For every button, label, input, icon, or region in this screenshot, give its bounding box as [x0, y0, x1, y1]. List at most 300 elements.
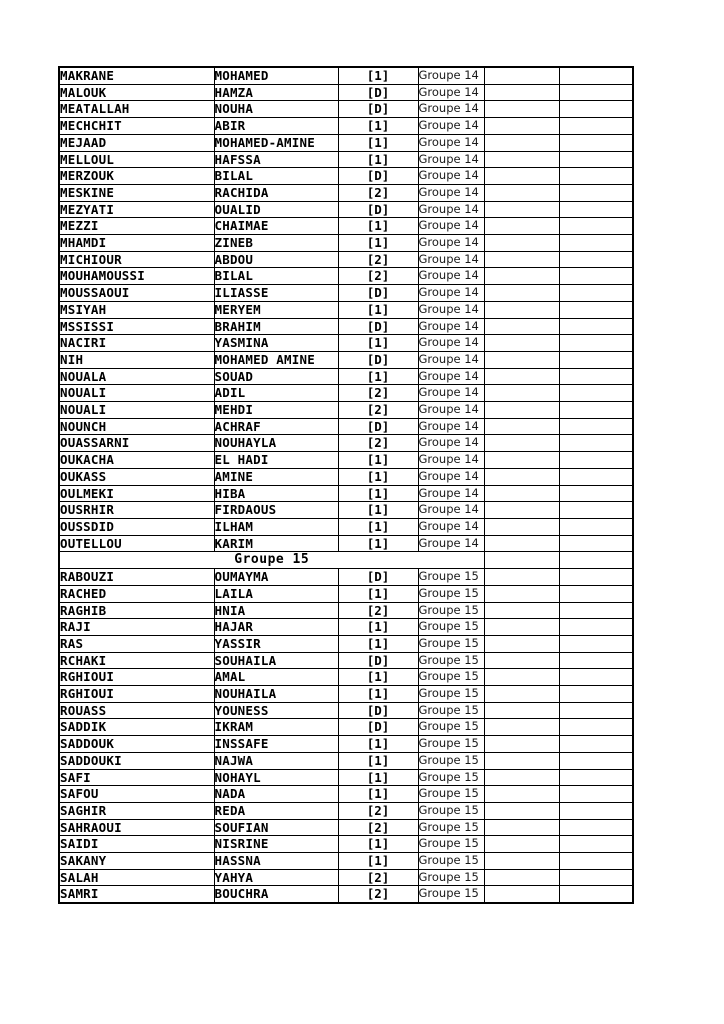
empty-cell [559, 886, 633, 903]
empty-cell [484, 836, 559, 853]
empty-cell [484, 351, 559, 368]
empty-cell [559, 752, 633, 769]
empty-cell [484, 201, 559, 218]
first-name-cell: MOHAMED AMINE [214, 351, 338, 368]
group-cell: Groupe 14 [418, 368, 484, 385]
group-cell: Groupe 14 [418, 134, 484, 151]
group-cell: Groupe 14 [418, 168, 484, 185]
empty-cell [484, 719, 559, 736]
student-row [59, 886, 633, 903]
group-cell: Groupe 15 [418, 686, 484, 703]
student-row [59, 318, 633, 335]
first-name-cell: ZINEB [214, 235, 338, 252]
student-row [59, 602, 633, 619]
group-cell: Groupe 15 [418, 869, 484, 886]
status-cell: [1] [338, 769, 418, 786]
group-section-row [59, 552, 633, 569]
empty-cell [484, 385, 559, 402]
group-cell: Groupe 15 [418, 569, 484, 586]
first-name-cell: ABDOU [214, 251, 338, 268]
status-cell: [2] [338, 802, 418, 819]
status-cell: [1] [338, 669, 418, 686]
last-name-cell: MERZOUK [59, 168, 214, 185]
first-name-cell: YAHYA [214, 869, 338, 886]
first-name-cell: FIRDAOUS [214, 502, 338, 519]
group-cell: Groupe 14 [418, 218, 484, 235]
empty-cell [559, 619, 633, 636]
status-cell: [1] [338, 635, 418, 652]
first-name-cell: SOUFIAN [214, 819, 338, 836]
empty-cell [484, 435, 559, 452]
student-row [59, 268, 633, 285]
first-name-cell: BOUCHRA [214, 886, 338, 903]
last-name-cell: SADDOUKI [59, 752, 214, 769]
status-cell: [1] [338, 585, 418, 602]
empty-cell [559, 819, 633, 836]
group-cell: Groupe 14 [418, 452, 484, 469]
first-name-cell: REDA [214, 802, 338, 819]
last-name-cell: MALOUK [59, 84, 214, 101]
last-name-cell: SAFI [59, 769, 214, 786]
status-cell: [1] [338, 452, 418, 469]
last-name-cell: RAS [59, 635, 214, 652]
empty-cell [559, 285, 633, 302]
last-name-cell: MELLOUL [59, 151, 214, 168]
status-cell: [1] [338, 468, 418, 485]
student-row [59, 151, 633, 168]
last-name-cell: RAJI [59, 619, 214, 636]
status-cell: [D] [338, 84, 418, 101]
empty-cell [484, 518, 559, 535]
status-cell: [1] [338, 853, 418, 870]
empty-cell [559, 151, 633, 168]
last-name-cell: SAMRI [59, 886, 214, 903]
last-name-cell: MAKRANE [59, 67, 214, 84]
group-cell: Groupe 15 [418, 786, 484, 803]
first-name-cell: ABIR [214, 118, 338, 135]
last-name-cell: SAGHIR [59, 802, 214, 819]
empty-cell [559, 686, 633, 703]
group-cell: Groupe 15 [418, 669, 484, 686]
last-name-cell: SAFOU [59, 786, 214, 803]
student-row [59, 786, 633, 803]
first-name-cell: HAMZA [214, 84, 338, 101]
first-name-cell: NAJWA [214, 752, 338, 769]
empty-cell [559, 351, 633, 368]
last-name-cell: NOUALI [59, 402, 214, 419]
status-cell: [2] [338, 184, 418, 201]
first-name-cell: ILIASSE [214, 285, 338, 302]
first-name-cell: MOHAMED [214, 67, 338, 84]
group-cell: Groupe 14 [418, 301, 484, 318]
student-row [59, 351, 633, 368]
student-row [59, 502, 633, 519]
group-cell: Groupe 15 [418, 736, 484, 753]
status-cell: [2] [338, 819, 418, 836]
last-name-cell: NOUALI [59, 385, 214, 402]
first-name-cell: NOUHAILA [214, 686, 338, 703]
status-cell: [1] [338, 619, 418, 636]
student-row [59, 301, 633, 318]
last-name-cell: NACIRI [59, 335, 214, 352]
empty-cell [559, 853, 633, 870]
status-cell: [2] [338, 251, 418, 268]
last-name-cell: SAKANY [59, 853, 214, 870]
empty-cell [559, 602, 633, 619]
group-cell: Groupe 14 [418, 402, 484, 419]
last-name-cell: MEZZI [59, 218, 214, 235]
last-name-cell: MOUSSAOUI [59, 285, 214, 302]
empty-cell [484, 318, 559, 335]
group-cell: Groupe 14 [418, 251, 484, 268]
empty-cell [559, 168, 633, 185]
first-name-cell: HASSNA [214, 853, 338, 870]
empty-cell [484, 619, 559, 636]
last-name-cell: MOUHAMOUSSI [59, 268, 214, 285]
group-cell: Groupe 14 [418, 535, 484, 552]
student-row [59, 251, 633, 268]
student-row [59, 686, 633, 703]
empty-cell [484, 786, 559, 803]
last-name-cell: SAHRAOUI [59, 819, 214, 836]
roster-table-body [59, 67, 633, 903]
first-name-cell: NOHAYL [214, 769, 338, 786]
empty-cell [484, 285, 559, 302]
group-cell: Groupe 14 [418, 318, 484, 335]
first-name-cell: SOUAD [214, 368, 338, 385]
last-name-cell: OUASSARNI [59, 435, 214, 452]
student-row [59, 168, 633, 185]
first-name-cell: RACHIDA [214, 184, 338, 201]
status-cell: [1] [338, 518, 418, 535]
group-cell: Groupe 14 [418, 518, 484, 535]
first-name-cell: MERYEM [214, 301, 338, 318]
group-cell: Groupe 14 [418, 285, 484, 302]
empty-cell [559, 468, 633, 485]
first-name-cell: AMINE [214, 468, 338, 485]
last-name-cell: SADDIK [59, 719, 214, 736]
empty-cell [559, 368, 633, 385]
group-cell: Groupe 14 [418, 418, 484, 435]
status-cell: [1] [338, 736, 418, 753]
last-name-cell: OUKASS [59, 468, 214, 485]
last-name-cell: MICHIOUR [59, 251, 214, 268]
last-name-cell: OULMEKI [59, 485, 214, 502]
student-row [59, 468, 633, 485]
empty-cell [559, 67, 633, 84]
empty-cell [559, 134, 633, 151]
group-cell: Groupe 14 [418, 235, 484, 252]
empty-cell [484, 869, 559, 886]
empty-cell [559, 669, 633, 686]
first-name-cell: AMAL [214, 669, 338, 686]
group-cell: Groupe 14 [418, 485, 484, 502]
student-row [59, 635, 633, 652]
student-row [59, 836, 633, 853]
empty-cell [484, 168, 559, 185]
empty-cell [484, 118, 559, 135]
empty-cell [484, 368, 559, 385]
status-cell: [1] [338, 235, 418, 252]
last-name-cell: RACHED [59, 585, 214, 602]
empty-cell [484, 552, 559, 569]
empty-cell [559, 518, 633, 535]
group-cell: Groupe 15 [418, 886, 484, 903]
student-row [59, 769, 633, 786]
group-cell: Groupe 15 [418, 769, 484, 786]
empty-cell [559, 318, 633, 335]
last-name-cell: OUSRHIR [59, 502, 214, 519]
empty-cell [559, 385, 633, 402]
empty-cell [559, 402, 633, 419]
first-name-cell: HNIA [214, 602, 338, 619]
status-cell: [1] [338, 335, 418, 352]
student-row [59, 452, 633, 469]
first-name-cell: NISRINE [214, 836, 338, 853]
last-name-cell: MECHCHIT [59, 118, 214, 135]
empty-cell [559, 184, 633, 201]
empty-cell [559, 869, 633, 886]
status-cell: [D] [338, 418, 418, 435]
group-cell: Groupe 14 [418, 335, 484, 352]
empty-cell [559, 452, 633, 469]
status-cell: [D] [338, 285, 418, 302]
student-row [59, 184, 633, 201]
last-name-cell: NIH [59, 351, 214, 368]
student-roster-table [58, 66, 634, 904]
empty-cell [484, 502, 559, 519]
empty-cell [559, 769, 633, 786]
first-name-cell: NOUHA [214, 101, 338, 118]
group-cell: Groupe 14 [418, 468, 484, 485]
status-cell: [2] [338, 268, 418, 285]
group-cell: Groupe 15 [418, 836, 484, 853]
empty-cell [484, 418, 559, 435]
empty-cell [484, 218, 559, 235]
status-cell: [D] [338, 569, 418, 586]
empty-cell [559, 418, 633, 435]
last-name-cell: SADDOUK [59, 736, 214, 753]
first-name-cell: SOUHAILA [214, 652, 338, 669]
last-name-cell: RGHIOUI [59, 686, 214, 703]
last-name-cell: OUSSDID [59, 518, 214, 535]
status-cell: [1] [338, 118, 418, 135]
group-cell: Groupe 14 [418, 101, 484, 118]
student-row [59, 569, 633, 586]
status-cell: [D] [338, 201, 418, 218]
group-cell: Groupe 14 [418, 351, 484, 368]
empty-cell [559, 736, 633, 753]
first-name-cell: BILAL [214, 168, 338, 185]
empty-cell [484, 235, 559, 252]
first-name-cell: INSSAFE [214, 736, 338, 753]
empty-cell [484, 819, 559, 836]
first-name-cell: YASMINA [214, 335, 338, 352]
empty-cell [559, 235, 633, 252]
group-cell: Groupe 15 [418, 585, 484, 602]
group-cell: Groupe 15 [418, 819, 484, 836]
student-row [59, 101, 633, 118]
last-name-cell: RABOUZI [59, 569, 214, 586]
student-row [59, 736, 633, 753]
first-name-cell: BILAL [214, 268, 338, 285]
empty-cell [484, 101, 559, 118]
empty-cell [484, 134, 559, 151]
group-cell: Groupe 15 [418, 802, 484, 819]
group-cell: Groupe 15 [418, 652, 484, 669]
empty-cell [484, 886, 559, 903]
status-cell: [2] [338, 435, 418, 452]
status-cell: [1] [338, 218, 418, 235]
group-cell: Groupe 14 [418, 502, 484, 519]
empty-cell [559, 101, 633, 118]
empty-cell [559, 84, 633, 101]
last-name-cell: MESKINE [59, 184, 214, 201]
student-row [59, 853, 633, 870]
student-row [59, 702, 633, 719]
last-name-cell: ROUASS [59, 702, 214, 719]
empty-cell [484, 752, 559, 769]
student-row [59, 435, 633, 452]
empty-cell [484, 301, 559, 318]
empty-cell [484, 602, 559, 619]
empty-cell [484, 268, 559, 285]
empty-cell [559, 301, 633, 318]
status-cell: [1] [338, 134, 418, 151]
student-row [59, 752, 633, 769]
empty-cell [484, 853, 559, 870]
student-row [59, 385, 633, 402]
empty-cell [484, 736, 559, 753]
group-cell: Groupe 15 [418, 619, 484, 636]
empty-cell [559, 218, 633, 235]
student-row [59, 802, 633, 819]
group-cell: Groupe 15 [418, 602, 484, 619]
last-name-cell: OUTELLOU [59, 535, 214, 552]
group-cell: Groupe 14 [418, 184, 484, 201]
empty-cell [559, 836, 633, 853]
status-cell: [1] [338, 485, 418, 502]
empty-cell [484, 686, 559, 703]
first-name-cell: YASSIR [214, 635, 338, 652]
empty-cell [559, 502, 633, 519]
status-cell: [1] [338, 502, 418, 519]
student-row [59, 418, 633, 435]
empty-cell [559, 268, 633, 285]
empty-cell [559, 786, 633, 803]
empty-cell [484, 84, 559, 101]
empty-cell [484, 652, 559, 669]
first-name-cell: ACHRAF [214, 418, 338, 435]
empty-cell [484, 151, 559, 168]
status-cell: [2] [338, 602, 418, 619]
student-row [59, 84, 633, 101]
status-cell: [2] [338, 385, 418, 402]
last-name-cell: MEZYATI [59, 201, 214, 218]
student-row [59, 335, 633, 352]
student-row [59, 285, 633, 302]
status-cell: [1] [338, 752, 418, 769]
last-name-cell: MEJAAD [59, 134, 214, 151]
group-cell: Groupe 14 [418, 151, 484, 168]
last-name-cell: MHAMDI [59, 235, 214, 252]
group-cell: Groupe 14 [418, 385, 484, 402]
group-cell: Groupe 14 [418, 84, 484, 101]
student-row [59, 619, 633, 636]
last-name-cell: MSIYAH [59, 301, 214, 318]
status-cell: [D] [338, 318, 418, 335]
empty-cell [484, 585, 559, 602]
empty-cell [484, 67, 559, 84]
empty-cell [559, 719, 633, 736]
student-row [59, 518, 633, 535]
empty-cell [559, 251, 633, 268]
student-row [59, 719, 633, 736]
empty-cell [484, 485, 559, 502]
student-row [59, 585, 633, 602]
empty-cell [559, 635, 633, 652]
group-cell: Groupe 14 [418, 201, 484, 218]
empty-cell [484, 251, 559, 268]
first-name-cell: HAJAR [214, 619, 338, 636]
first-name-cell: HAFSSA [214, 151, 338, 168]
first-name-cell: ADIL [214, 385, 338, 402]
empty-cell [559, 201, 633, 218]
first-name-cell: KARIM [214, 535, 338, 552]
status-cell: [1] [338, 786, 418, 803]
group-cell: Groupe 14 [418, 268, 484, 285]
empty-cell [559, 535, 633, 552]
student-row [59, 118, 633, 135]
group-cell: Groupe 14 [418, 435, 484, 452]
status-cell: [D] [338, 168, 418, 185]
status-cell: [D] [338, 101, 418, 118]
last-name-cell: NOUALA [59, 368, 214, 385]
first-name-cell: MOHAMED-AMINE [214, 134, 338, 151]
empty-cell [484, 702, 559, 719]
empty-cell [484, 402, 559, 419]
group-cell: Groupe 15 [418, 702, 484, 719]
status-cell: [1] [338, 368, 418, 385]
status-cell: [1] [338, 836, 418, 853]
group-section-label: Groupe 15 [59, 552, 484, 569]
status-cell: [2] [338, 886, 418, 903]
first-name-cell: MEHDI [214, 402, 338, 419]
empty-cell [484, 669, 559, 686]
empty-cell [559, 802, 633, 819]
first-name-cell: CHAIMAE [214, 218, 338, 235]
last-name-cell: NOUNCH [59, 418, 214, 435]
first-name-cell: LAILA [214, 585, 338, 602]
status-cell: [D] [338, 351, 418, 368]
group-cell: Groupe 15 [418, 752, 484, 769]
group-cell: Groupe 14 [418, 67, 484, 84]
status-cell: [2] [338, 869, 418, 886]
first-name-cell: OUALID [214, 201, 338, 218]
empty-cell [559, 569, 633, 586]
empty-cell [484, 635, 559, 652]
last-name-cell: MSSISSI [59, 318, 214, 335]
empty-cell [484, 184, 559, 201]
student-row [59, 67, 633, 84]
empty-cell [559, 652, 633, 669]
student-row [59, 652, 633, 669]
empty-cell [484, 452, 559, 469]
first-name-cell: BRAHIM [214, 318, 338, 335]
empty-cell [559, 702, 633, 719]
last-name-cell: OUKACHA [59, 452, 214, 469]
student-row [59, 201, 633, 218]
